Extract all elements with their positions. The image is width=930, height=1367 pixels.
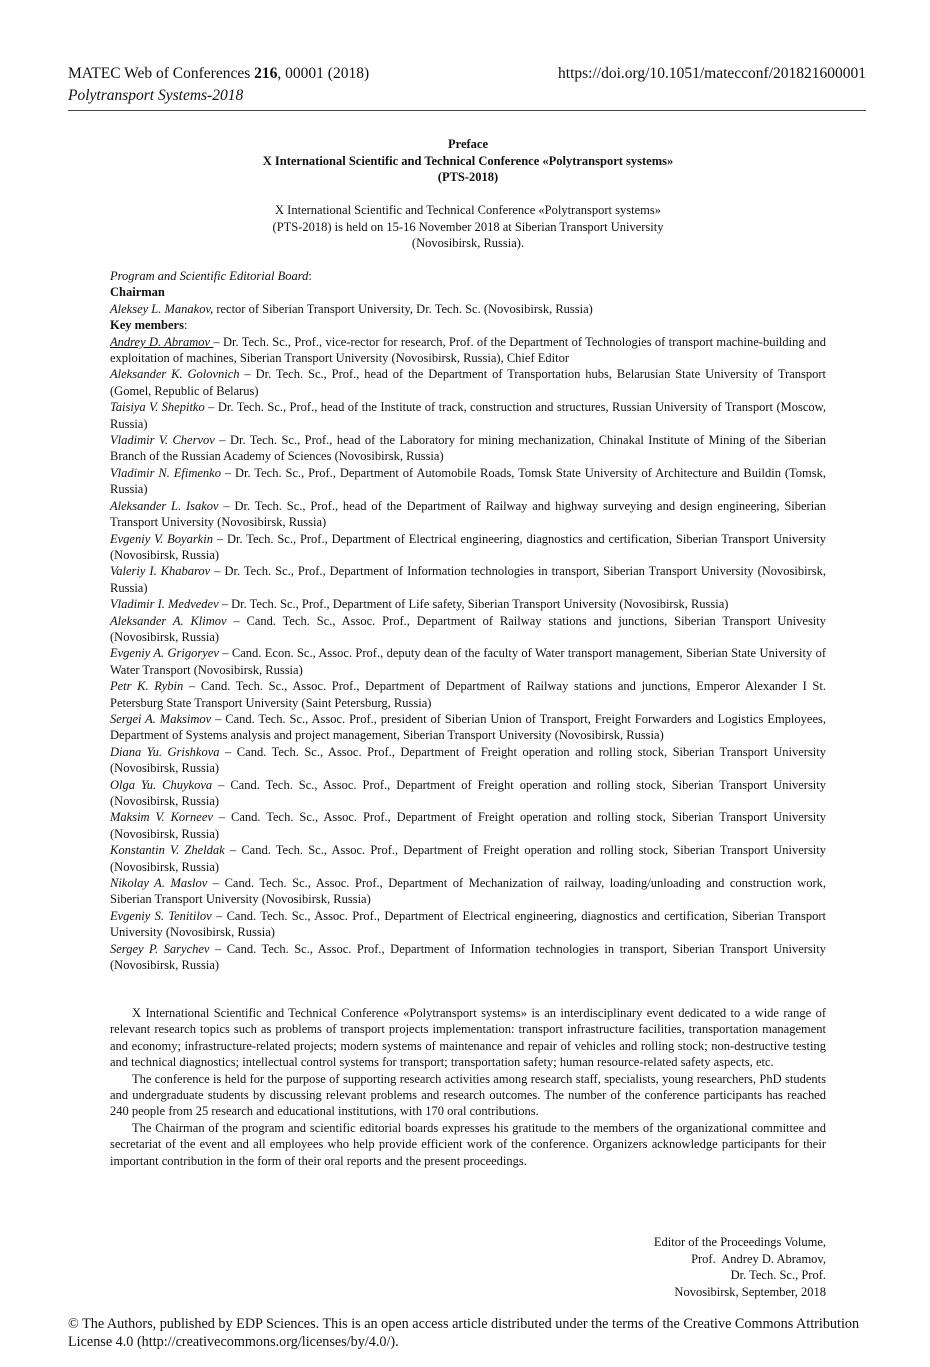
member-description: – Dr. Tech. Sc., Prof., Department of Life safety, Siberian Transport University (Novosibirsk, Russia): [218, 597, 729, 612]
journal-volume: 216: [254, 65, 278, 82]
board-heading: Program and Scientific Editorial Board:: [110, 269, 312, 283]
member-description: – Dr. Tech. Sc., Prof., Department of Information technologies in transport, Siberian Transport University (Novosibirsk, Russia): [110, 564, 826, 595]
body-paragraph: X International Scientific and Technical Conference «Polytransport systems» is an interdisciplinary event dedicated to a wide range of relevant research topics such as problems of transport projects implementation: transport infrastructure facilities, transportation management and economy; infrastructure-related projects; modern systems of maintenance and repair of vehicles and rolling stock; non-destructive testing and technical diagnostics; intellectual control systems for transport; transportation safety; human resource-related safety aspects, etc.: [110, 1006, 826, 1070]
member-name: Nikolay A. Maslov: [110, 876, 208, 891]
member-name: Vladimir N. Efimenko: [110, 465, 221, 480]
key-members-label: Key members:: [110, 318, 188, 333]
intro-line: X International Scientific and Technical Conference «Polytransport systems»: [275, 203, 661, 217]
chairman-desc: rector of Siberian Transport University, Dr. Tech. Sc. (Novosibirsk, Russia): [213, 301, 593, 316]
editor-signature: [654, 1234, 826, 1300]
member-name: Valeriy I. Khabarov: [110, 564, 211, 579]
member-entry: [110, 334, 826, 367]
member-description: – Cand. Tech. Sc., Assoc. Prof., Department of Electrical engineering, diagnostics and certification, Siberian Transport University (Novosibirsk, Russia): [110, 908, 826, 940]
member-description: – Dr. Tech. Sc., Prof., head of the Department of Railway and highway surveying and design engineering, Siberian Transport University (Novosibirsk, Russia): [110, 498, 826, 530]
member-name: Vladimir V. Chervov: [110, 433, 215, 448]
body-paragraph: The Chairman of the program and scientific editorial boards expresses his gratitude to the members of the organizational committee and secretariat of the event and all employees who help provide efficient work of the conference. Organizers acknowledge participants for their important contribution in the form of their oral reports and the present proceedings.: [110, 1120, 826, 1168]
license-footer: © The Authors, published by EDP Sciences. This is an open access article distributed under the terms of the Creative Commons Attribution License 4.0 (http://creativecommons.org/licenses/by/4.0/).: [68, 1316, 860, 1350]
journal-article-number: , 00001 (2018): [277, 65, 370, 82]
member-entry: [110, 842, 826, 875]
signature-line: Dr. Tech. Sc., Prof.: [730, 1268, 826, 1282]
signature-line: Novosibirsk, September, 2018: [674, 1284, 826, 1299]
member-name: Andrey D. Abramov: [110, 334, 214, 349]
member-entry: [110, 498, 826, 531]
member-entry: [110, 744, 826, 777]
member-entry: [110, 908, 826, 941]
body-text: [110, 1005, 826, 1169]
member-name: Taisiya V. Shepitko: [110, 400, 205, 415]
member-description: – Dr. Tech. Sc., Prof., Department of Electrical engineering, diagnostics and certification, Siberian Transport University (Novosibirsk, Russia): [110, 531, 826, 562]
member-entry: [110, 465, 826, 498]
member-entry: [110, 366, 826, 399]
member-name: Olga Yu. Chuykova: [110, 777, 213, 792]
member-entry: [110, 432, 826, 465]
member-name: Aleksander K. Golovnich: [110, 367, 240, 382]
member-description: – Cand. Tech. Sc., Assoc. Prof., Department of Freight operation and rolling stock, Siberian Transport University (Novosibirsk, Russia): [110, 777, 826, 808]
intro-line: (Novosibirsk, Russia).: [411, 236, 525, 250]
member-description: – Cand. Tech. Sc., Assoc. Prof., Department of Freight operation and rolling stock, Siberian Transport University (Novosibirsk, Russia): [110, 744, 826, 776]
member-name: Aleksander L. Isakov: [110, 498, 219, 513]
member-entry: [110, 399, 826, 432]
intro-paragraph: [200, 202, 736, 252]
member-description: – Cand. Econ. Sc., Assoc. Prof., deputy dean of the faculty of Water transport management, Siberian State University of Water Transport (Novosibirsk, Russia): [110, 646, 826, 677]
member-description: – Cand. Tech. Sc., Assoc. Prof., Department of Information technologies in transport, Siberian Transport University (Novosibirsk, Russia): [110, 941, 826, 973]
member-entry: [110, 678, 826, 711]
conference-abbr: (PTS-2018): [437, 170, 499, 184]
member-entry: [110, 777, 826, 810]
preface-title: Preface: [447, 137, 488, 151]
member-description: – Cand. Tech. Sc., Assoc. Prof., Department of Department of Railway stations and junctions, Emperor Alexander I St. Petersburg State Transport University (Saint Petersburg, Russia): [110, 679, 826, 710]
member-entry: [110, 613, 826, 646]
member-entry: [110, 941, 826, 974]
member-entry: [110, 563, 826, 596]
member-name: Vladimir I. Medvedev: [110, 597, 219, 612]
conference-series: Polytransport Systems-2018: [68, 87, 244, 104]
member-name: Diana Yu. Grishkova: [110, 744, 220, 759]
member-entry: [110, 809, 826, 842]
member-name: Sergey P. Sarychev: [110, 941, 210, 956]
journal-citation: [68, 65, 369, 83]
key-members-label-text: Key members: [110, 318, 184, 333]
member-name: Sergei A. Maksimov: [110, 711, 212, 726]
body-paragraph: The conference is held for the purpose of supporting research activities among research staff, specialists, young researchers, PhD students and undergraduate students by discussing relevant problems and research outcomes. The number of the conference participants has reached 240 people from 25 research and educational institutions, with 170 oral contributions.: [110, 1071, 826, 1119]
member-description: – Cand. Tech. Sc., Assoc. Prof., Department of Freight operation and rolling stock, Siberian Transport University (Novosibirsk, Russia): [110, 810, 826, 841]
member-name: Maksim V. Korneev: [110, 810, 213, 825]
board-heading-text: Program and Scientific Editorial Board: [110, 269, 309, 283]
member-entry: [110, 711, 826, 744]
signature-line: Prof. Andrey D. Abramov,: [691, 1251, 826, 1266]
member-description: – Dr. Tech. Sc., Prof., head of the Department of Transportation hubs, Belarusian State University of Transport (Gomel, Republic of Belarus): [110, 367, 826, 398]
member-description: – Cand. Tech. Sc., Assoc. Prof., Department of Freight operation and rolling stock, Siberian Transport University (Novosibirsk, Russia): [110, 843, 827, 874]
chairman-label-text: Chairman: [110, 285, 165, 300]
member-description: – Cand. Tech. Sc., Assoc. Prof., president of Siberian Union of Transport, Freight Forwarders and Logistics Employees, Department of Systems analysis and project management, Siberian Transport University (Novosibirsk, Russia): [110, 711, 826, 743]
member-description: – Dr. Tech. Sc., Prof., head of the Institute of track, construction and structures, Russian University of Transport (Moscow, Russia): [110, 400, 826, 431]
editorial-board: [110, 268, 826, 973]
member-entry: [110, 645, 826, 678]
intro-line: (PTS-2018) is held on 15-16 November 2018 at Siberian Transport University: [272, 219, 664, 234]
member-name: Evgeniy S. Tenitilov: [110, 908, 212, 923]
signature-line: Editor of the Proceedings Volume,: [653, 1235, 826, 1249]
member-name: Petr K. Rybin: [110, 679, 184, 694]
chairman-label: [110, 284, 826, 300]
page-header: [68, 62, 866, 111]
chairman-name: Aleksey L. Manakov,: [110, 301, 214, 316]
member-list: [110, 334, 826, 974]
member-description: – Dr. Tech. Sc., Prof., vice-rector for research, Prof. of the Department of Technologies of transport machine-building and exploitation of machines, Siberian Transport University (Novosibirsk, Russia), Chief Editor: [110, 334, 826, 366]
member-description: – Cand. Tech. Sc., Assoc. Prof., Department of Railway stations and junctions, Siberian Transport Univesity (Novosibirsk, Russia): [110, 613, 827, 644]
member-entry: [110, 875, 826, 908]
member-description: – Dr. Tech. Sc., Prof., Department of Automobile Roads, Tomsk State University of Architecture and Buildin (Tomsk, Russia): [110, 465, 826, 497]
member-name: Aleksander A. Klimov: [110, 613, 227, 628]
conference-title: X International Scientific and Technical Conference «Polytransport systems»: [262, 153, 674, 168]
doi-link[interactable]: https://doi.org/10.1051/matecconf/201821600001: [558, 65, 866, 82]
member-entry: [110, 531, 826, 564]
member-description: – Dr. Tech. Sc., Prof., head of the Laboratory for mining mechanization, Chinakal Institute of Mining of the Siberian Branch of the Russian Academy of Sciences (Novosibirsk, Russia): [110, 433, 826, 464]
journal-name: MATEC Web of Conferences: [68, 65, 255, 82]
member-description: – Cand. Tech. Sc., Assoc. Prof., Department of Mechanization of railway, loading/unloading and construction work, Siberian Transport University (Novosibirsk, Russia): [110, 876, 826, 907]
member-name: Evgeniy V. Boyarkin: [110, 531, 213, 546]
member-entry: [110, 596, 826, 612]
title-block: [110, 136, 826, 186]
member-name: Konstantin V. Zheldak: [110, 843, 225, 858]
chairman-entry: [110, 301, 826, 317]
member-name: Evgeniy A. Grigoryev: [110, 646, 219, 661]
